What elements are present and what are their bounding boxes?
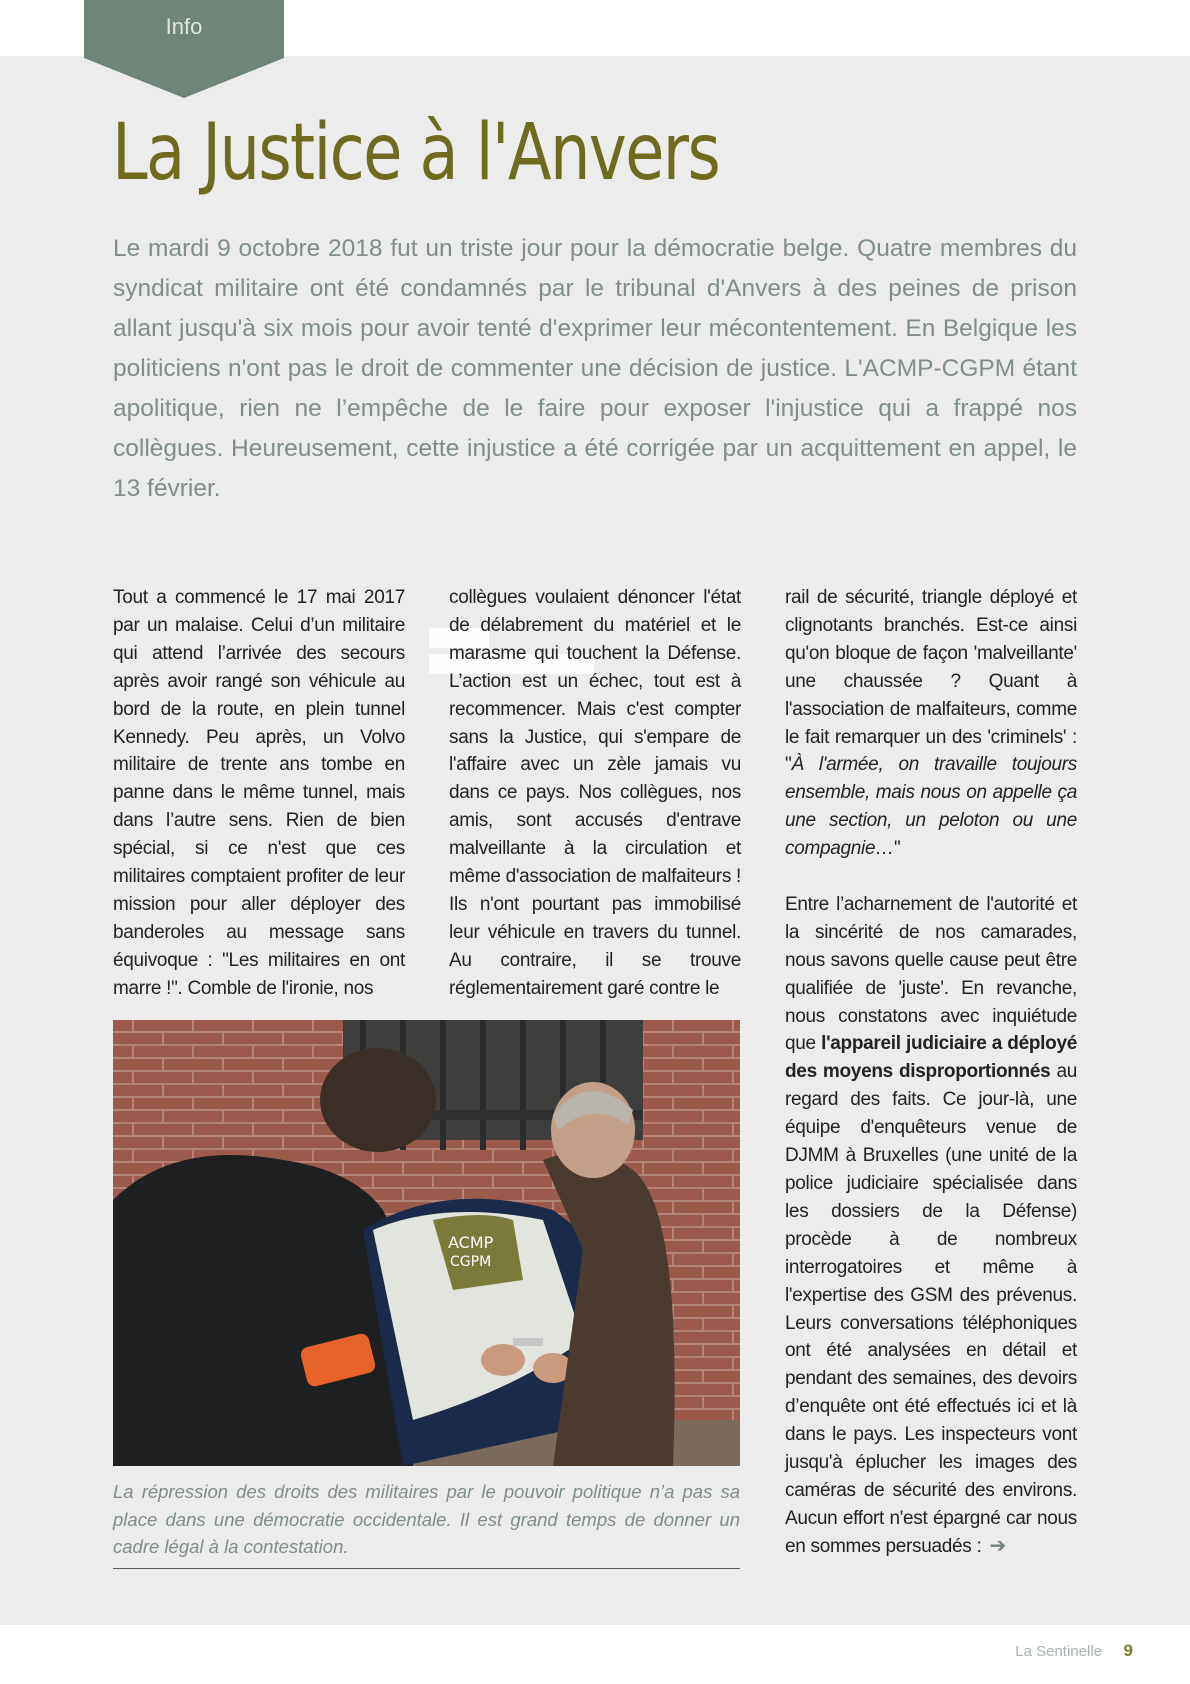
photo-caption: La répression des droits des militaires par le pouvoir politique n’a pas sa place dans une démocratie occidentale. Il est grand temps de donner un cadre légal à la contestation. [113,1481,740,1557]
highlighted-statement: l'appareil judiciaire a déployé des moyens disproportionnés [785,1033,1078,1083]
section-tab-pointer [84,58,284,98]
article-title: La Justice à l'Anvers [112,108,720,198]
column-3-text-a: rail de sécurité, triangle déployé et clignotants branchés. Est-ce ainsi qu'on bloque de façon 'malveillante' une chaussée ? Quant à l'association de malfaiteurs, comme le fait remarquer un des 'criminels' : " [785,587,1077,776]
arrow-right-icon: ➔ [989,1534,1006,1557]
column-2-text: collègues voulaient dénoncer l'état de délabrement du matériel et le marasme qui touchent la Défense. L’action est un échec, tout est à recommencer. Mais c'est compter sans la Justice, qui s'empare de l'affaire avec un zèle jamais vu dans ce pays. Nos collègues, nos amis, sont accusés d'entrave malveillante à la circulation et même d'association de malfaiteurs ! Ils n'ont pourtant pas immobilisé leur véhicule en travers du tunnel. Au contraire, il se trouve réglementairement garé contre le [449,587,741,999]
article-column-2 [449,584,741,1003]
column-1-text: Tout a commencé le 17 mai 2017 par un malaise. Celui d’un militaire qui attend l’arrivée des secours après avoir rangé son véhicule au bord de la route, en plein tunnel Kennedy. Peu après, un Volvo militaire de trente ans tombe en panne dans le même tunnel, mais dans l’autre sens. Rien de bien spécial, si ce n'est que ces militaires comptaient profiter de leur mission pour aller déployer des banderoles au message sans équivoque : "Les militaires en ont marre !". Comble de l'ironie, nos [113,587,405,999]
article-column-3 [785,584,1077,1561]
publication-name: La Sentinelle [1015,1643,1102,1660]
column-3-paragraph-1 [785,584,1077,863]
section-tab-label: Info [165,14,203,39]
article-intro: Le mardi 9 octobre 2018 fut un triste jour pour la démocratie belge. Quatre membres du syndicat militaire ont été condamnés par le tribunal d'Anvers à des peines de prison allant jusqu'à six mois pour avoir tenté d'exprimer leur mécontentement. En Belgique les politiciens n'ont pas le droit de commenter une décision de justice. L'ACMP-CGPM étant apolitique, rien ne l’empêche de le faire pour exposer l'injustice qui a frappé nos collègues. Heureusement, cette injustice a été corrigée par un acquittement en appel, le 13 février. [113,235,1077,502]
column-3-text-b: Entre l’acharnement de l'autorité et la sincérité de nos camarades, nous savons quelle cause peut être qualifiée de 'juste'. En revanche, nous constatons avec inquiétude que [785,893,1077,1055]
column-3-paragraph-2 [785,891,1077,1561]
vest-logo-text-1: ACMP [448,1233,494,1252]
article-photo [113,1020,740,1466]
column-3-text-c: au regard des faits. Ce jour-là, une équipe d'enquêteurs venue de DJMM à Bruxelles (une unité de la police judiciaire spécialisée dans les dossiers de la Défense) procède à de nombreux interrogatoires et même à l'expertise des GSM des prévenus. Leurs conversations téléphoniques ont été analysées en détail et pendant des semaines, des devoirs d’enquête ont été effectués ici et là dans le pays. Les inspecteurs vont jusqu'à éplucher les images des caméras de sécurité des environs. Aucun effort n'est épargné car nous en sommes persuadés : [785,1061,1078,1557]
soldier-quote: À l'armée, on travaille toujours ensemble, mais nous on appelle ça une section, un peloton ou une compagnie… [785,754,1077,860]
vest-logo-text-2: CGPM [450,1254,492,1270]
page-number: 9 [1123,1641,1133,1660]
caption-divider [113,1568,740,1569]
quote-close: " [893,838,901,860]
article-column-1 [113,584,405,1003]
